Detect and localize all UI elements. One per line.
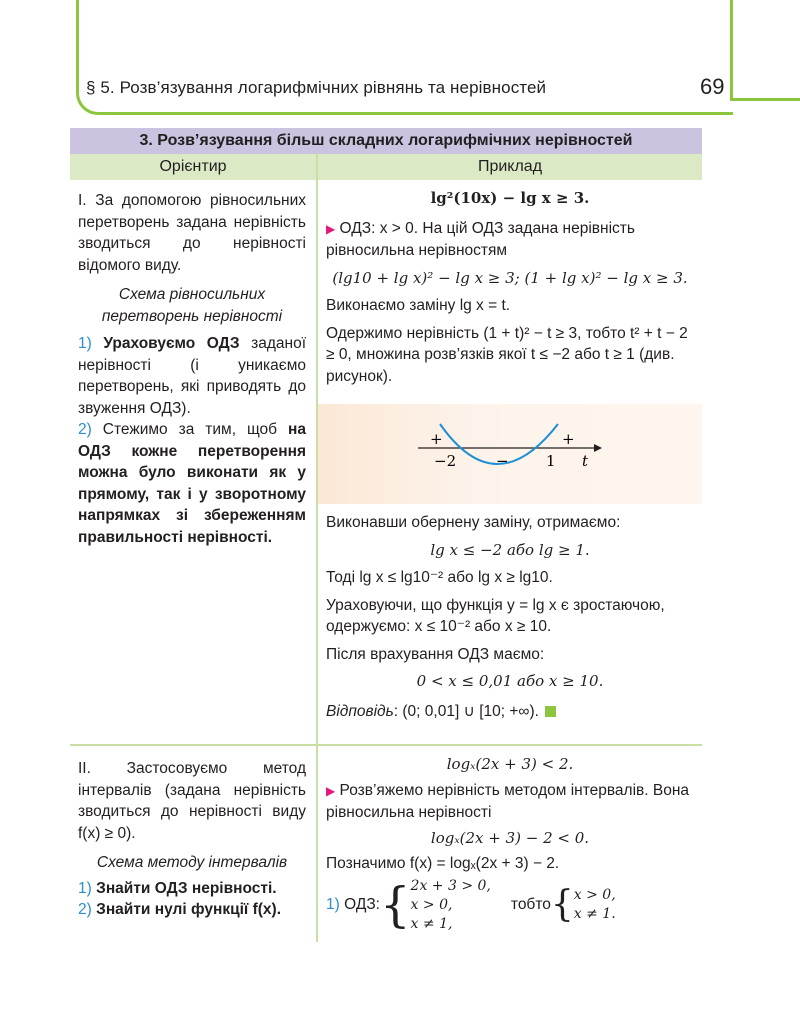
row-divider bbox=[70, 744, 702, 746]
axis-label-t: t bbox=[582, 452, 589, 470]
minus-sign: − bbox=[496, 452, 509, 470]
end-square-icon bbox=[545, 706, 556, 717]
page-number: 69 bbox=[700, 74, 725, 99]
running-title: § 5. Розв’язування логарифмічних рівнянь та нерівностей bbox=[86, 78, 547, 97]
page-number-underline bbox=[730, 98, 800, 101]
example1-equation2: (lg10 + lg x)² − lg x ≥ 3; (1 + lg x)² − lg x ≥ 3. bbox=[332, 268, 688, 287]
root-minus-two: −2 bbox=[434, 452, 457, 470]
example1-equation: lg²(10x) − lg x ≥ 3. bbox=[430, 189, 590, 207]
example1-considering: Ураховуючи, що функція y = lg x є зростаючою, одержуємо: x ≤ 10⁻² або x ≥ 10. bbox=[326, 596, 665, 635]
section1-left bbox=[78, 190, 306, 548]
example1-after-odz: Після врахування ОДЗ маємо: bbox=[326, 645, 545, 663]
column-header-orientir: Орієнтир bbox=[70, 154, 316, 180]
section2-intro: ІІ. Застосовуємо метод інтервалів (задана нерівність зводиться до нерівності виду f(x) ≥ 0). bbox=[78, 760, 306, 842]
example2-equation: logₓ(2x + 3) < 2. bbox=[446, 755, 574, 773]
example1-substitution: Виконаємо заміну lg x = t. bbox=[326, 297, 511, 314]
example1-equation4: 0 < x ≤ 0,01 або x ≥ 10. bbox=[416, 672, 604, 690]
example1-answer: Відповідь: (0; 0,01] ∪ [10; +∞). bbox=[326, 701, 694, 723]
example2-solve: ▶ Розв’яжемо нерівність методом інтервалів. Вона рівносильна нерівності bbox=[326, 781, 690, 821]
triangle-arrow-icon: ▶ bbox=[326, 221, 336, 236]
example2-equation2: logₓ(2x + 3) − 2 < 0. bbox=[430, 828, 590, 847]
system1: 2x + 3 > 0, x > 0, x ≠ 1, bbox=[410, 877, 491, 932]
column-divider bbox=[316, 154, 318, 942]
column-header-example: Приклад bbox=[318, 154, 702, 180]
example1-equation3: lg x ≤ −2 або lg ≥ 1. bbox=[430, 540, 590, 559]
system-brace: { bbox=[380, 877, 411, 933]
example1-obtain: Одержимо нерівність (1 + t)² − t ≥ 3, тобто t² + t − 2 ≥ 0, множина розв’язків якої t ≤ −2 або t ≥ 1 (див. рисунок). bbox=[326, 324, 688, 385]
plus-left: + bbox=[430, 430, 443, 448]
scheme1-title: Схема рівносильних перетворень нерівності bbox=[101, 286, 283, 325]
scheme1-step1: 1) Ураховуємо ОДЗ заданої нерівності (і уникаємо перетворень, які приводять до звуження ОДЗ). bbox=[78, 335, 306, 417]
example1-odz: ▶ ОДЗ: x > 0. На цій ОДЗ задана нерівність рівносильна нерівностям bbox=[326, 219, 635, 259]
scheme2-title: Схема методу інтервалів bbox=[96, 854, 288, 871]
example1-reverse: Виконавши обернену заміну, отримаємо: bbox=[326, 514, 621, 531]
table-title: 3. Розв’язування більш складних логарифмічних нерівностей bbox=[70, 128, 702, 154]
section2-left bbox=[78, 758, 306, 921]
section1-intro: І. За допомогою рівносильних перетворень задана нерівність зводиться до нерівності відомого виду. bbox=[78, 192, 306, 274]
section2-right bbox=[326, 754, 694, 934]
plus-right: + bbox=[562, 430, 575, 448]
scheme2-step2: 2) Знайти нулі функції f(x). bbox=[78, 901, 282, 918]
scheme2-step1: 1) Знайти ОДЗ нерівності. bbox=[78, 879, 277, 897]
example1-then: Тоді lg x ≤ lg10⁻² або lg x ≥ lg10. bbox=[326, 569, 553, 586]
section1-right-lower bbox=[326, 512, 694, 722]
parabola-figure bbox=[318, 404, 702, 504]
section1-right bbox=[326, 188, 694, 387]
page-number-frame bbox=[730, 0, 800, 98]
triangle-arrow-icon: ▶ bbox=[326, 783, 336, 798]
scheme1-step2: 2) Стежимо за тим, щоб на ОДЗ кожне перетворення можна було виконати як у прямому, так і у зворотному напрямках зі збереженням правильності нерівності. bbox=[78, 421, 306, 546]
example2-odz: 1) ОДЗ: { 2x + 3 > 0, x > 0, x ≠ 1, тобто { x > 0, x ≠ 1. bbox=[326, 877, 616, 933]
axis-arrow-icon bbox=[594, 444, 602, 452]
system2: x > 0, x ≠ 1. bbox=[573, 887, 616, 922]
system-brace: { bbox=[550, 884, 574, 925]
root-one: 1 bbox=[546, 452, 556, 470]
example2-denote: Позначимо f(x) = logₓ(2x + 3) − 2. bbox=[326, 855, 560, 872]
